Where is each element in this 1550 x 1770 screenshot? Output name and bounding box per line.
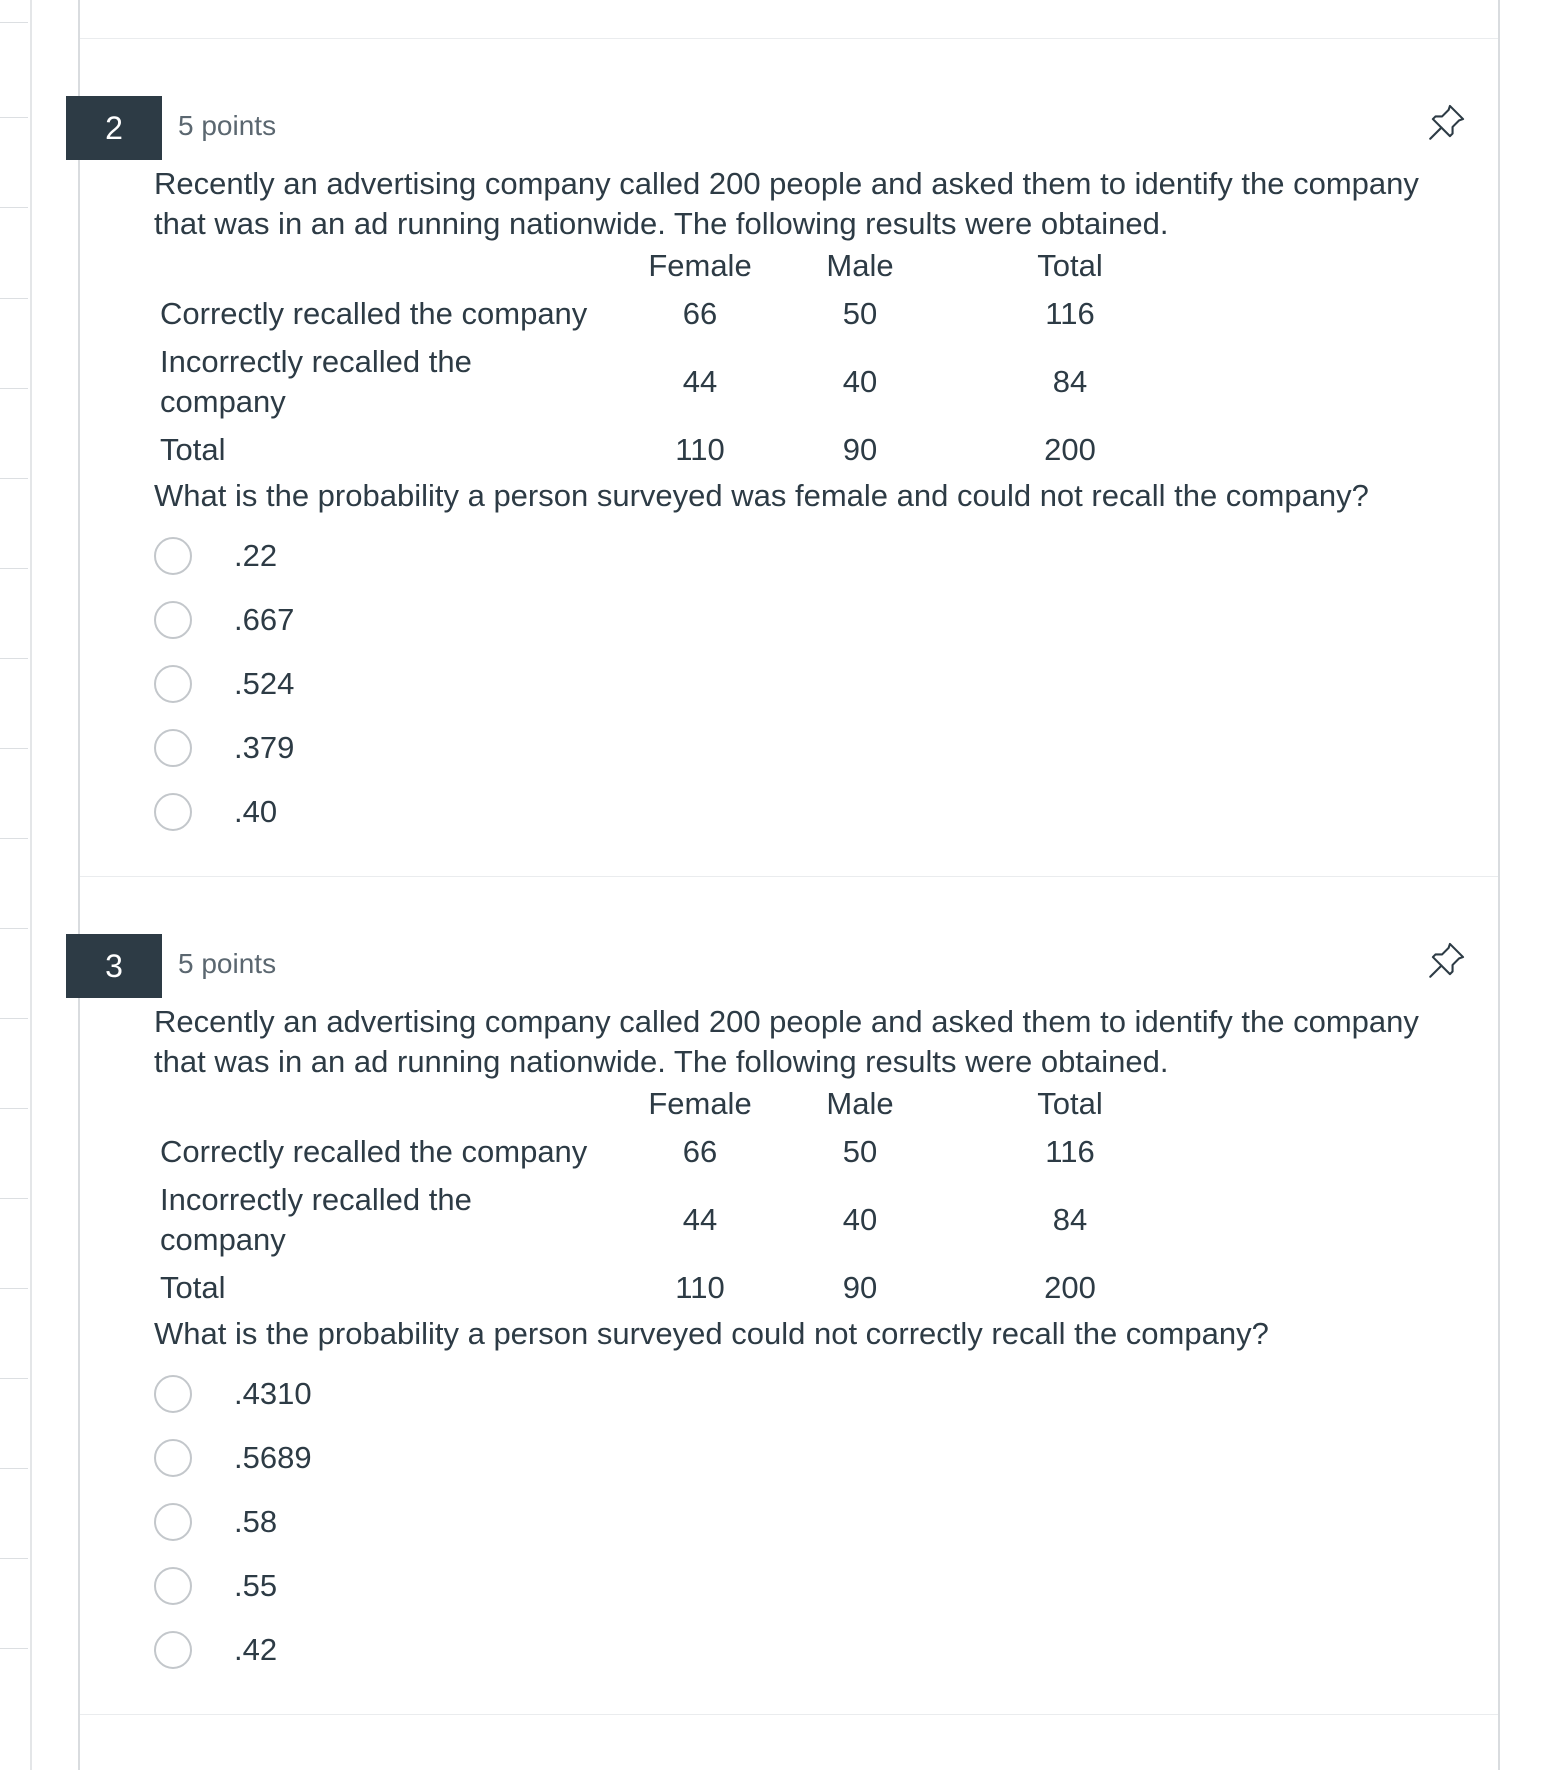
question-number-badge: 2 <box>66 96 162 160</box>
table-cell: 66 <box>682 296 718 331</box>
table-cell: 110 <box>675 1270 725 1305</box>
answer-label: .42 <box>234 1632 278 1667</box>
table-cell: 200 <box>1044 1270 1096 1305</box>
radio-button-icon[interactable] <box>154 1631 192 1669</box>
answer-option[interactable] <box>154 1436 312 1480</box>
row-header: Total <box>160 432 226 467</box>
answer-option[interactable] <box>154 1628 277 1672</box>
radio-button-icon[interactable] <box>154 1439 192 1477</box>
question-prompt: What is the probability a person surveyed was female and could not recall the company? <box>154 478 1369 513</box>
answer-label: .524 <box>234 666 295 701</box>
rail-divider <box>0 928 28 929</box>
rail-divider <box>0 22 28 23</box>
table-cell: 40 <box>842 364 878 399</box>
column-header-female: Female <box>648 248 752 283</box>
column-header-female: Female <box>648 1086 752 1121</box>
radio-button-icon[interactable] <box>154 537 192 575</box>
table-cell: 116 <box>1045 296 1095 331</box>
answer-label: .58 <box>234 1504 278 1539</box>
radio-button-icon[interactable] <box>154 1567 192 1605</box>
radio-button-icon[interactable] <box>154 665 192 703</box>
answer-option[interactable] <box>154 1564 277 1608</box>
column-header-male: Male <box>826 248 894 283</box>
question-points: 5 points <box>178 110 277 141</box>
table-cell: 44 <box>682 1202 718 1237</box>
question-2 <box>0 96 1550 886</box>
pushpin-icon[interactable] <box>1425 940 1467 982</box>
radio-button-icon[interactable] <box>154 601 192 639</box>
answer-label: .379 <box>234 730 295 765</box>
answer-label: .4310 <box>234 1376 312 1411</box>
answer-option[interactable] <box>154 534 277 578</box>
answer-option[interactable] <box>154 662 294 706</box>
answer-option[interactable] <box>154 598 294 642</box>
table-cell: 66 <box>682 1134 718 1169</box>
table-cell: 200 <box>1044 432 1096 467</box>
column-header-total: Total <box>1037 1086 1103 1121</box>
table-cell: 90 <box>842 432 878 467</box>
table-cell: 50 <box>842 296 878 331</box>
table-cell: 84 <box>1052 1202 1088 1237</box>
table-cell: 116 <box>1045 1134 1095 1169</box>
answer-label: .40 <box>234 794 278 829</box>
table-cell: 44 <box>682 364 718 399</box>
question-points: 5 points <box>178 948 277 979</box>
row-header: Incorrectly recalled the company <box>160 1182 472 1257</box>
answer-option[interactable] <box>154 726 294 770</box>
question-text: Recently an advertising company called 200 people and asked them to identify the company that was in an ad running nationwide. The following results were obtained. <box>154 1004 1419 1079</box>
radio-button-icon[interactable] <box>154 1375 192 1413</box>
answer-label: .22 <box>234 538 278 573</box>
column-header-total: Total <box>1037 248 1103 283</box>
row-header: Correctly recalled the company <box>160 1134 588 1169</box>
answer-option[interactable] <box>154 1372 312 1416</box>
row-header: Incorrectly recalled the company <box>160 344 472 419</box>
question-prompt: What is the probability a person surveyed could not correctly recall the company? <box>154 1316 1269 1351</box>
table-cell: 50 <box>842 1134 878 1169</box>
question-divider <box>80 38 1498 39</box>
answer-label: .5689 <box>234 1440 312 1475</box>
pushpin-icon[interactable] <box>1425 102 1467 144</box>
row-header: Correctly recalled the company <box>160 296 588 331</box>
radio-button-icon[interactable] <box>154 793 192 831</box>
table-cell: 110 <box>675 432 725 467</box>
radio-button-icon[interactable] <box>154 1503 192 1541</box>
table-cell: 40 <box>842 1202 878 1237</box>
question-text: Recently an advertising company called 200 people and asked them to identify the company that was in an ad running nationwide. The following results were obtained. <box>154 166 1419 241</box>
table-cell: 90 <box>842 1270 878 1305</box>
table-cell: 84 <box>1052 364 1088 399</box>
answer-label: .667 <box>234 602 295 637</box>
column-header-male: Male <box>826 1086 894 1121</box>
answer-option[interactable] <box>154 1500 277 1544</box>
answer-label: .55 <box>234 1568 278 1603</box>
question-number-badge: 3 <box>66 934 162 998</box>
answer-option[interactable] <box>154 790 277 834</box>
radio-button-icon[interactable] <box>154 729 192 767</box>
row-header: Total <box>160 1270 226 1305</box>
question-3 <box>0 934 1550 1724</box>
